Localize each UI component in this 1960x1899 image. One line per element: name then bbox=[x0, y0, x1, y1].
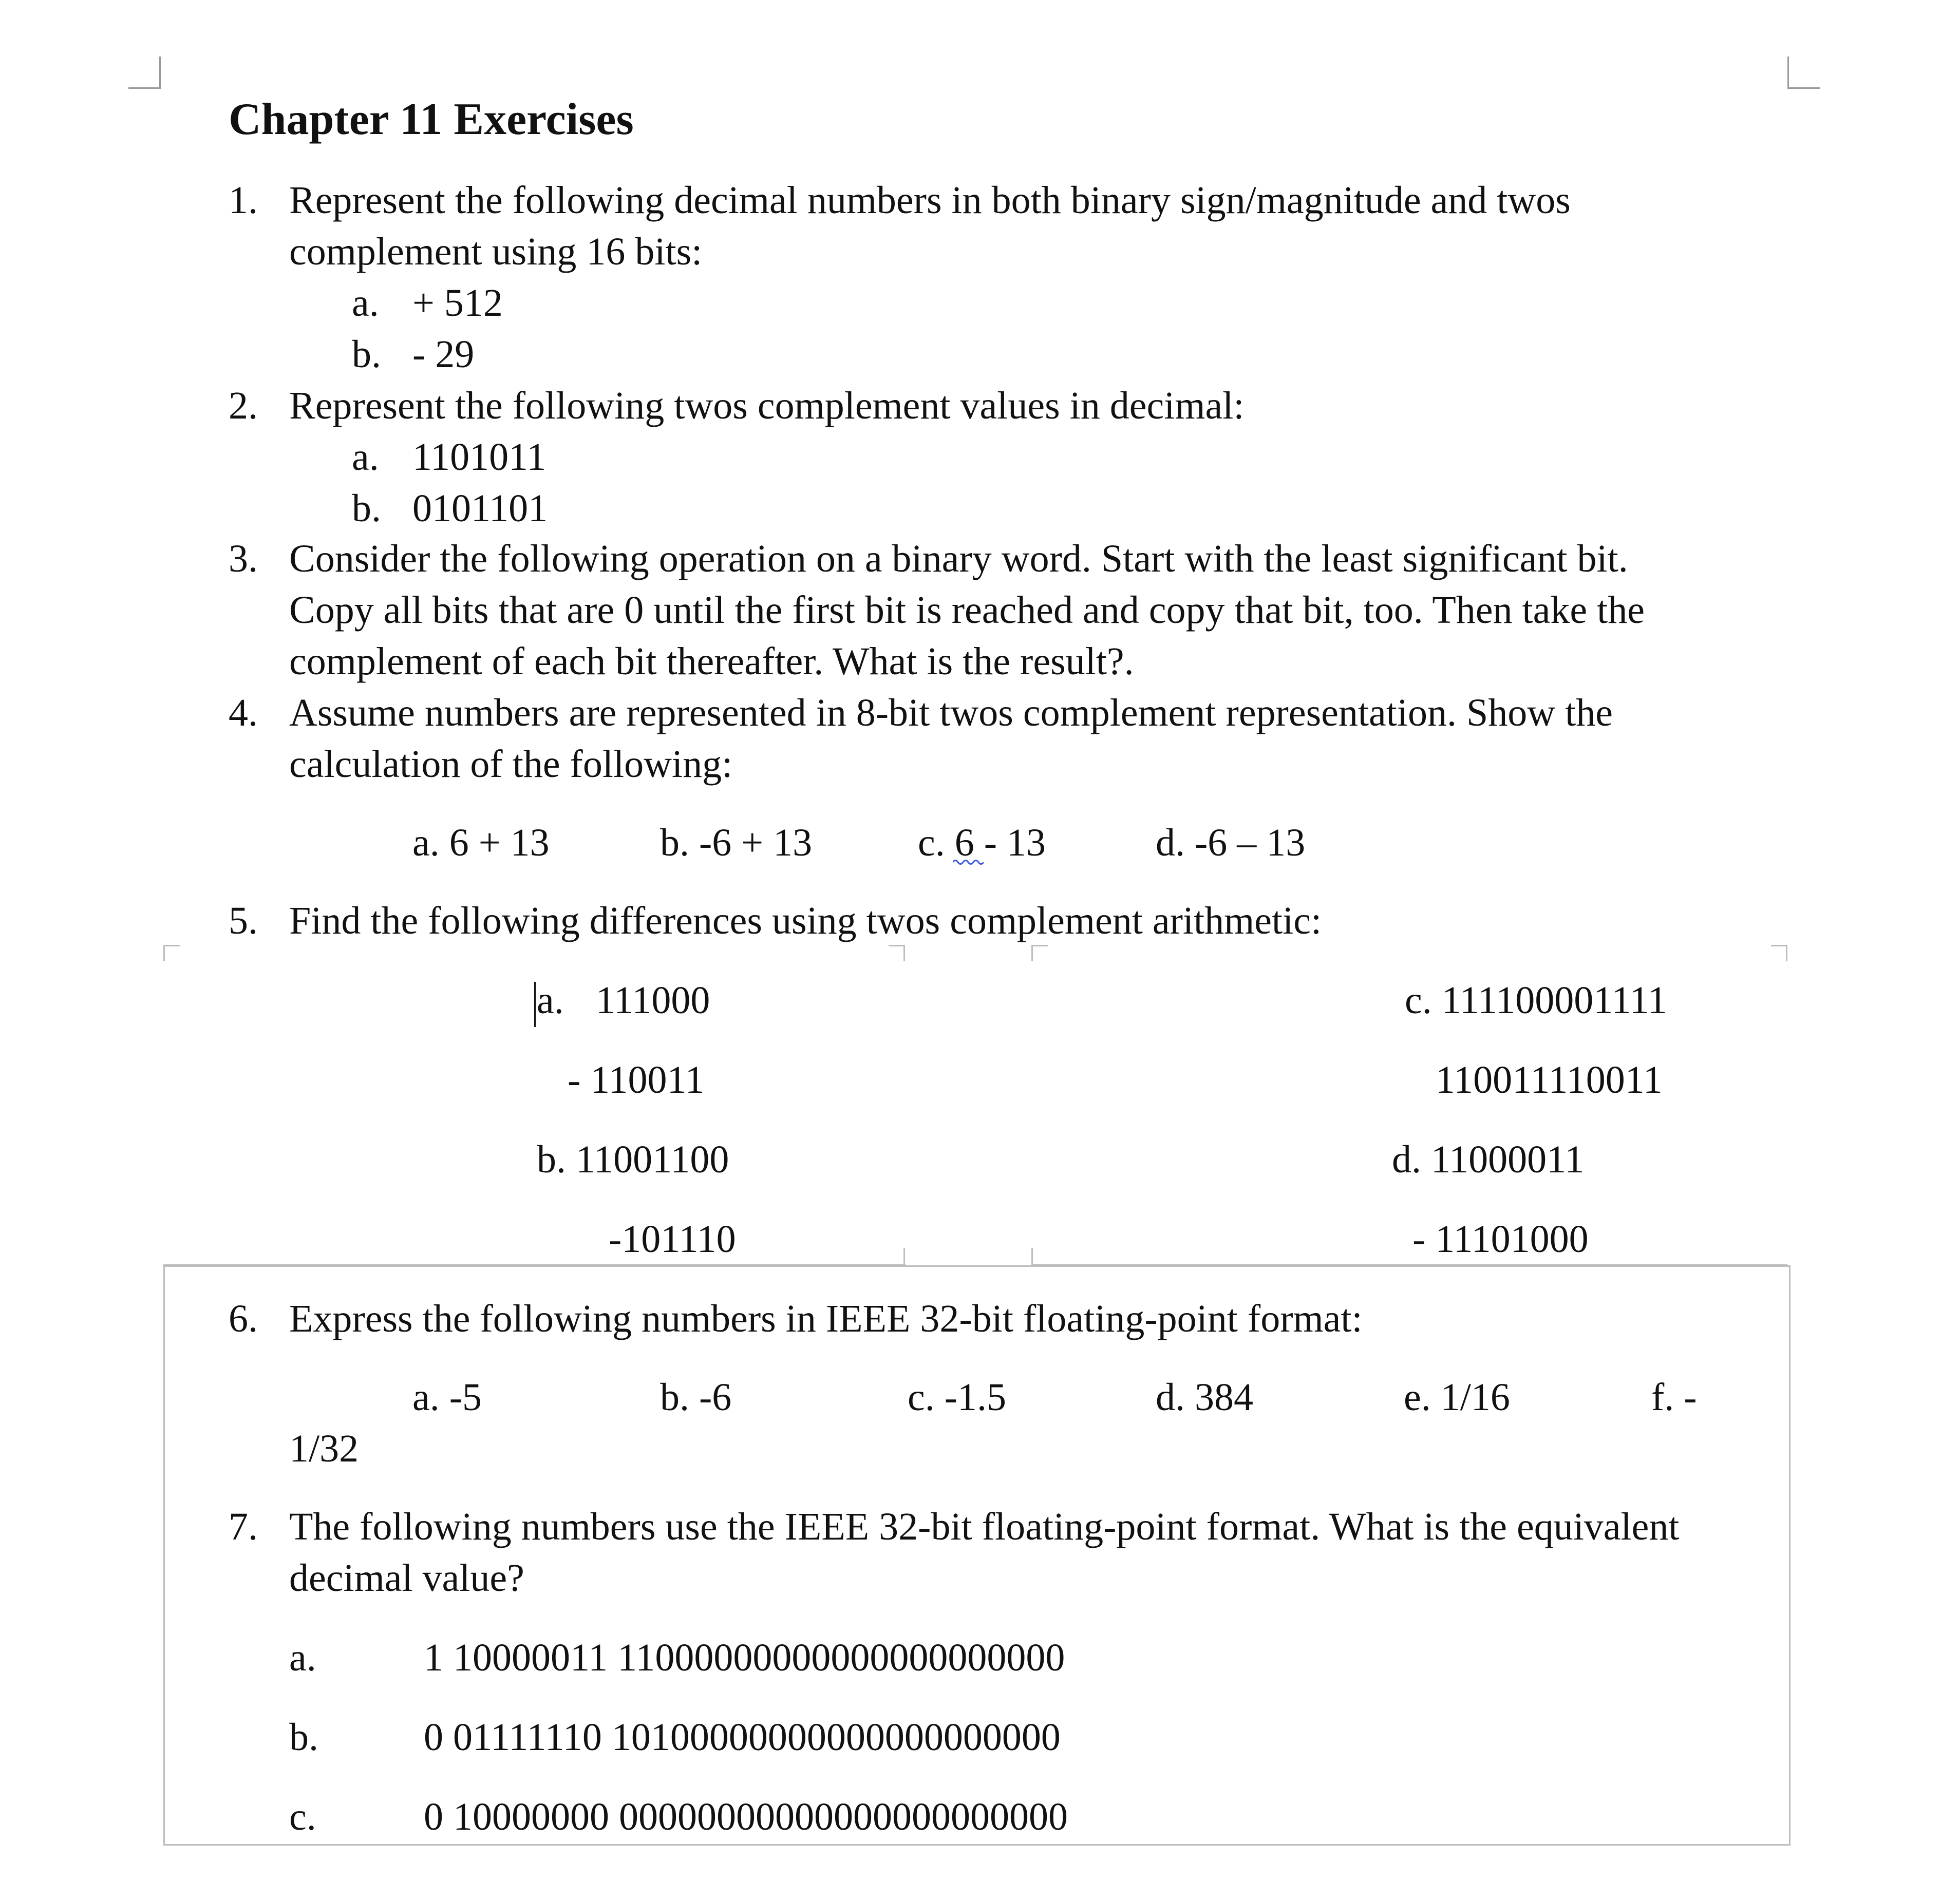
column-mark-mid-right-v bbox=[1031, 945, 1033, 961]
q1-a-value: + 512 bbox=[412, 281, 503, 325]
q3-number: 3. bbox=[229, 537, 258, 580]
q7-a-value: 1 10000011 11000000000000000000000 bbox=[424, 1636, 1065, 1679]
q2-b-label: b. bbox=[352, 487, 381, 530]
q7-text-line2: decimal value? bbox=[289, 1556, 524, 1600]
q4-item-a: a. 6 + 13 bbox=[412, 821, 550, 864]
section-mark-right-h bbox=[1771, 945, 1787, 946]
q4-item-c: c. 6 - 13 bbox=[918, 821, 1046, 864]
q2-number: 2. bbox=[229, 384, 258, 427]
q6-item-b: b. -6 bbox=[660, 1376, 732, 1419]
column-mark-mid-right-h bbox=[1031, 945, 1048, 946]
column-mark-lower-mid-right bbox=[1031, 1248, 1033, 1264]
q6-item-f-continued: 1/32 bbox=[289, 1427, 359, 1470]
q5-a-bottom: - 110011 bbox=[568, 1058, 705, 1102]
q7-b-value: 0 01111110 10100000000000000000000 bbox=[424, 1716, 1061, 1759]
column-mark-mid-left-h bbox=[889, 945, 905, 946]
spellcheck-squiggle bbox=[953, 859, 984, 866]
q4-text-line1: Assume numbers are represented in 8-bit twos complement representation. Show the bbox=[289, 691, 1613, 734]
q3-text-line3: complement of each bit thereafter. What is the result?. bbox=[289, 640, 1134, 683]
q5-b-top: b. 11001100 bbox=[537, 1138, 729, 1181]
column-mark-mid-left-v bbox=[903, 945, 905, 961]
q7-text-line1: The following numbers use the IEEE 32-bit floating-point format. What is the equivalent bbox=[289, 1505, 1680, 1548]
q2-a-label: a. bbox=[352, 435, 379, 479]
q6-number: 6. bbox=[229, 1297, 258, 1340]
q4-item-d: d. -6 – 13 bbox=[1156, 821, 1306, 864]
q6-item-d: d. 384 bbox=[1156, 1376, 1253, 1419]
q3-text-line1: Consider the following operation on a binary word. Start with the least significant bit. bbox=[289, 537, 1628, 580]
q1-number: 1. bbox=[229, 179, 258, 222]
q1-text-line2: complement using 16 bits: bbox=[289, 230, 703, 273]
q2-text-line1: Represent the following twos complement values in decimal: bbox=[289, 384, 1245, 427]
q4-text-line2: calculation of the following: bbox=[289, 743, 733, 786]
q5-a-top: 111000 bbox=[596, 979, 710, 1022]
q2-b-value: 0101101 bbox=[412, 487, 548, 530]
q4-item-b: b. -6 + 13 bbox=[660, 821, 813, 864]
q6-item-a: a. -5 bbox=[412, 1376, 482, 1419]
q1-b-label: b. bbox=[352, 333, 381, 376]
q7-number: 7. bbox=[229, 1505, 258, 1548]
q7-c-value: 0 10000000 00000000000000000000000 bbox=[424, 1795, 1068, 1838]
page-title: Chapter 11 Exercises bbox=[229, 94, 634, 144]
q5-c-top: c. 111100001111 bbox=[1405, 979, 1667, 1022]
section-mark-left-h bbox=[163, 945, 180, 946]
q7-b-label: b. bbox=[289, 1716, 318, 1759]
q1-text-line1: Represent the following decimal numbers in both binary sign/magnitude and twos bbox=[289, 179, 1571, 222]
q2-a-value: 1101011 bbox=[412, 435, 546, 479]
q6-item-f: f. - bbox=[1651, 1376, 1697, 1419]
q5-d-top: d. 11000011 bbox=[1392, 1138, 1585, 1181]
section-mark-right-v bbox=[1786, 945, 1787, 961]
q6-text-line1: Express the following numbers in IEEE 32-bit floating-point format: bbox=[289, 1297, 1363, 1340]
q7-c-label: c. bbox=[289, 1795, 316, 1838]
crop-mark-top-left bbox=[128, 56, 161, 89]
section-mark-left-v bbox=[163, 945, 165, 961]
q5-a-label: a. bbox=[537, 979, 564, 1022]
q6-item-e: e. 1/16 bbox=[1404, 1376, 1510, 1419]
q4-number: 4. bbox=[229, 691, 258, 734]
q3-text-line2: Copy all bits that are 0 until the first bit is reached and copy that bit, too. Then take the bbox=[289, 588, 1645, 632]
column-mark-lower-mid-left bbox=[903, 1248, 905, 1264]
crop-mark-top-right bbox=[1787, 56, 1820, 89]
q6-item-c: c. -1.5 bbox=[908, 1376, 1007, 1419]
q1-a-label: a. bbox=[352, 281, 379, 325]
q5-d-bottom: - 11101000 bbox=[1412, 1218, 1589, 1261]
q7-a-label: a. bbox=[289, 1636, 316, 1679]
q5-b-bottom: -101110 bbox=[609, 1218, 736, 1261]
q5-c-bottom: 110011110011 bbox=[1436, 1058, 1663, 1102]
q5-number: 5. bbox=[229, 899, 258, 942]
text-cursor bbox=[534, 982, 536, 1027]
q1-b-value: - 29 bbox=[412, 333, 475, 376]
q5-text-line1: Find the following differences using twos complement arithmetic: bbox=[289, 899, 1322, 942]
